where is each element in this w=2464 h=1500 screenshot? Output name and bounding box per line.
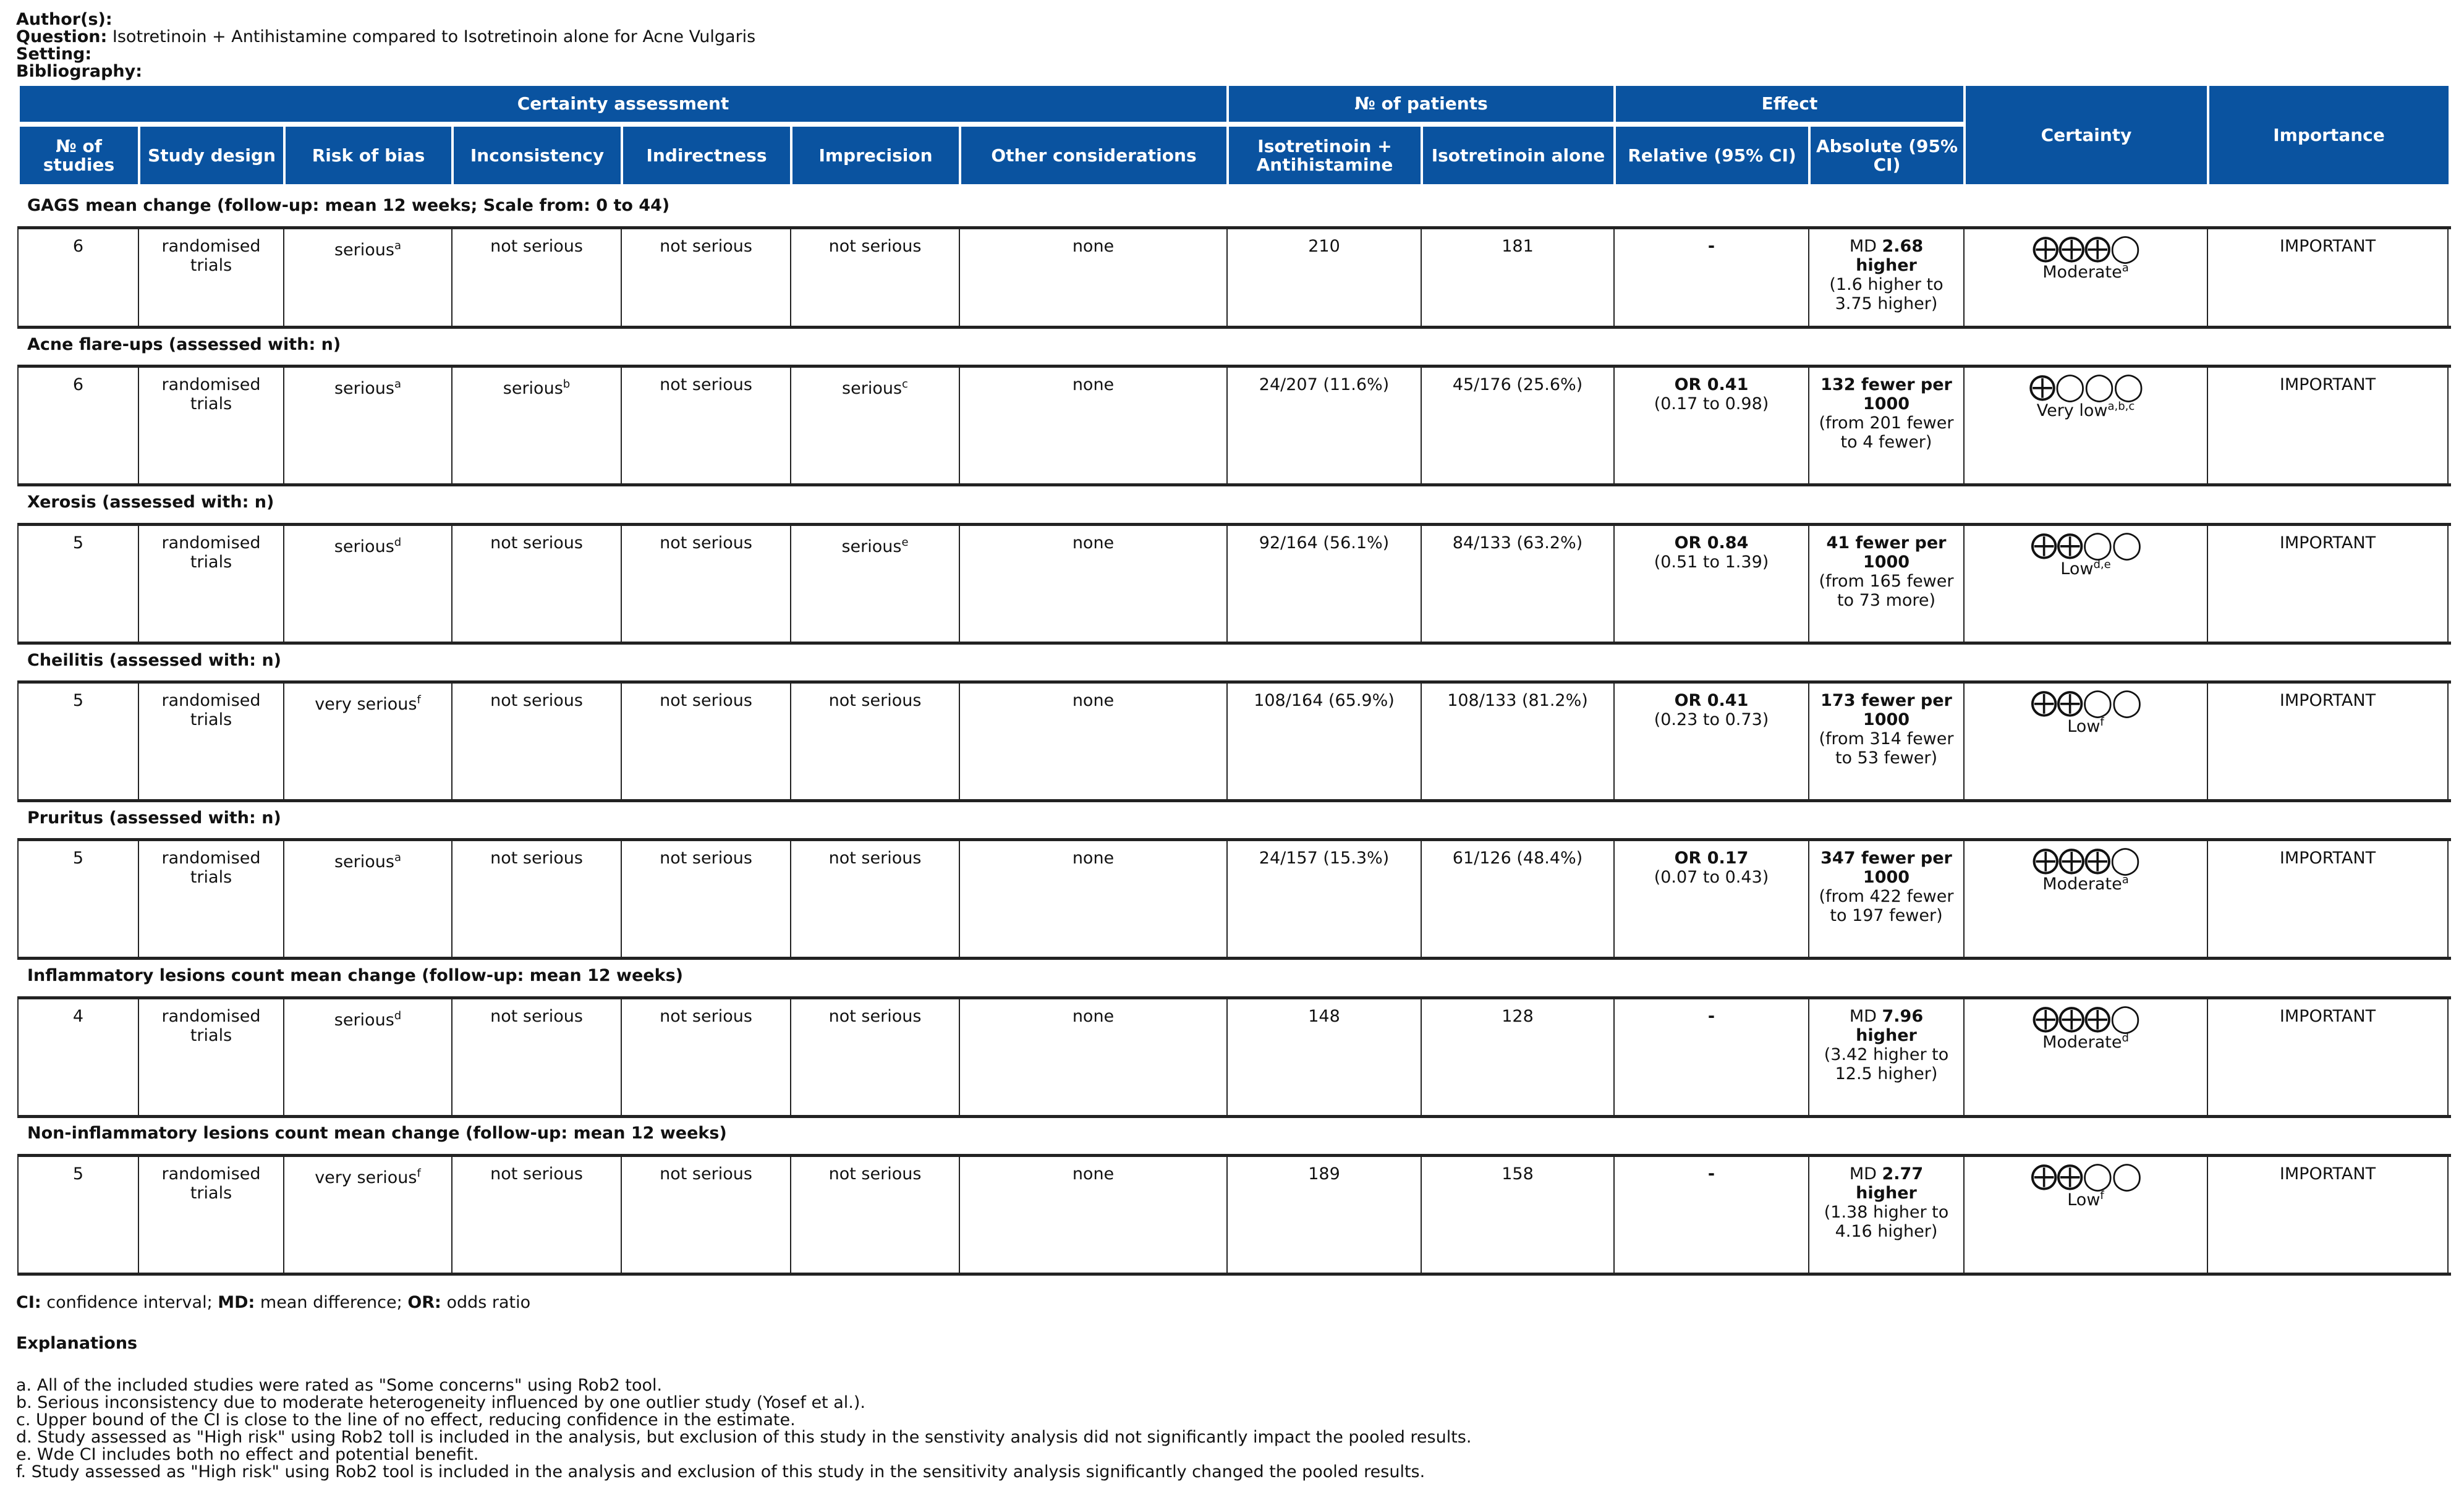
- other-considerations-value: none: [1072, 375, 1115, 394]
- question-line: Question: Isotretinoin + Antihistamine compared to Isotretinoin alone for Acne Vulgaris: [16, 27, 756, 46]
- cell-relative: [1613, 229, 1808, 326]
- absolute-prefix: MD: [1849, 1007, 1882, 1026]
- header-imprecision: Imprecision: [792, 127, 959, 184]
- cell-indirectness: [621, 1157, 790, 1273]
- study-design-value: randomised trials: [161, 237, 261, 275]
- cell-n-studies: [17, 368, 138, 483]
- cell-comparator: [1421, 368, 1613, 483]
- table-row: [17, 1154, 2451, 1276]
- n-studies-value: 6: [72, 375, 84, 394]
- header-relative: Relative (95% CI): [1616, 127, 1808, 184]
- cell-imprecision: [790, 229, 959, 326]
- other-considerations-value: none: [1072, 533, 1115, 553]
- header-group-effect: Effect: [1616, 86, 1963, 122]
- cell-intervention: [1226, 229, 1421, 326]
- intervention-patients: 189: [1308, 1164, 1340, 1184]
- cell-inconsistency: [451, 368, 621, 483]
- risk-of-bias-value: serious: [334, 240, 394, 260]
- indirectness-value: not serious: [660, 691, 752, 710]
- cell-relative: [1613, 841, 1808, 957]
- certainty-rating-icon: ⨁⨁⨁◯: [2032, 1002, 2139, 1034]
- explanation-item: c. Upper bound of the CI is close to the line of no effect, reducing confidence in the estimate.: [16, 1410, 796, 1430]
- header-risk-of-bias: Risk of bias: [286, 127, 451, 184]
- header-group-patients: № of patients: [1229, 86, 1613, 122]
- cell-study-design: [138, 684, 283, 799]
- imprecision-value: serious: [842, 379, 903, 398]
- absolute-ci: (from 201 fewer to 4 fewer): [1819, 413, 1954, 452]
- outcome-title: Acne flare-ups (assessed with: n): [27, 335, 341, 354]
- cell-other: [959, 1157, 1226, 1273]
- cell-indirectness: [621, 368, 790, 483]
- table-row: [17, 838, 2451, 960]
- cell-study-design: [138, 368, 283, 483]
- footnote-ref: d,e: [2093, 558, 2111, 571]
- cell-inconsistency: [451, 526, 621, 642]
- cell-imprecision: [790, 1157, 959, 1273]
- indirectness-value: not serious: [660, 849, 752, 868]
- intervention-patients: 24/157 (15.3%): [1259, 849, 1390, 868]
- comparator-patients: 45/176 (25.6%): [1452, 375, 1583, 394]
- inconsistency-value: not serious: [490, 849, 583, 868]
- absolute-ci: (from 314 fewer to 53 fewer): [1819, 729, 1954, 768]
- indirectness-value: not serious: [660, 1164, 752, 1184]
- risk-of-bias-value: serious: [334, 852, 394, 871]
- footnote-ref: c: [902, 378, 908, 391]
- cell-imprecision: [790, 368, 959, 483]
- cell-absolute: [1808, 1157, 1963, 1273]
- cell-study-design: [138, 999, 283, 1115]
- absolute-effect: 2.77 higher: [1856, 1164, 1924, 1203]
- cell-absolute: [1808, 526, 1963, 642]
- study-design-value: randomised trials: [161, 849, 261, 887]
- absolute-ci: (from 165 fewer to 73 more): [1819, 572, 1954, 610]
- document-meta: [16, 11, 755, 80]
- cell-inconsistency: [451, 841, 621, 957]
- cell-indirectness: [621, 229, 790, 326]
- absolute-effect: 173 fewer per 1000: [1820, 691, 1952, 729]
- absolute-ci: (1.38 higher to 4.16 higher): [1824, 1203, 1949, 1241]
- certainty-rating-icon: ⨁◯◯◯: [2029, 371, 2143, 402]
- header-certainty: Certainty: [1966, 86, 2207, 184]
- explanation-item: e. Wde CI includes both no effect and potential benefit.: [16, 1445, 479, 1464]
- cell-comparator: [1421, 841, 1613, 957]
- indirectness-value: not serious: [660, 237, 752, 256]
- cell-importance: [2207, 841, 2449, 957]
- header-group-certainty-assessment: Certainty assessment: [20, 86, 1226, 122]
- cell-other: [959, 999, 1226, 1115]
- indirectness-value: not serious: [660, 1007, 752, 1026]
- explanations-title: Explanations: [16, 1334, 138, 1353]
- footnote-ref: a: [394, 239, 401, 252]
- absolute-prefix: MD: [1849, 1164, 1882, 1184]
- explanation-item: d. Study assessed as "High risk" using Rob2 toll is included in the analysis, but exclusion of this study in the senstivity analysis did not significantly impact the pooled results.: [16, 1428, 1472, 1447]
- cell-other: [959, 229, 1226, 326]
- footnote-ref: f: [417, 693, 421, 706]
- absolute-effect: 347 fewer per 1000: [1820, 849, 1952, 887]
- cell-absolute: [1808, 999, 1963, 1115]
- cell-certainty: [1963, 229, 2207, 326]
- absolute-effect: 7.96 higher: [1856, 1007, 1924, 1045]
- inconsistency-value: not serious: [490, 1164, 583, 1184]
- outcome-title: Xerosis (assessed with: n): [27, 493, 274, 512]
- cell-intervention: [1226, 999, 1421, 1115]
- abbreviations: CI: confidence interval; MD: mean difference; OR: odds ratio: [16, 1293, 531, 1312]
- imprecision-value: serious: [841, 537, 902, 556]
- cell-intervention: [1226, 526, 1421, 642]
- certainty-rating-icon: ⨁⨁⨁◯: [2032, 844, 2139, 876]
- risk-of-bias-value: serious: [334, 537, 394, 556]
- table-row: [17, 680, 2451, 802]
- absolute-prefix: MD: [1849, 237, 1882, 256]
- relative-effect: OR 0.84: [1674, 533, 1749, 553]
- imprecision-value: not serious: [828, 1164, 922, 1184]
- relative-effect: OR 0.41: [1674, 691, 1749, 710]
- study-design-value: randomised trials: [161, 691, 261, 729]
- cell-importance: [2207, 229, 2449, 326]
- comparator-patients: 84/133 (63.2%): [1452, 533, 1583, 553]
- cell-n-studies: [17, 684, 138, 799]
- relative-ci: (0.07 to 0.43): [1654, 868, 1769, 887]
- n-studies-value: 5: [72, 849, 84, 868]
- cell-n-studies: [17, 1157, 138, 1273]
- cell-risk-of-bias: [283, 526, 451, 642]
- relative-effect: -: [1707, 1007, 1715, 1026]
- explanation-item: b. Serious inconsistency due to moderate heterogeneity influenced by one outlier study (Yosef et al.).: [16, 1393, 865, 1412]
- relative-effect: -: [1707, 1164, 1715, 1184]
- question-text: Isotretinoin + Antihistamine compared to Isotretinoin alone for Acne Vulgaris: [112, 27, 756, 46]
- author-line: Author(s):: [16, 10, 113, 29]
- table-row: [17, 996, 2451, 1118]
- other-considerations-value: none: [1072, 849, 1115, 868]
- certainty-rating-icon: ⨁⨁◯◯: [2030, 529, 2141, 561]
- cell-inconsistency: [451, 1157, 621, 1273]
- header-n-studies: № of studies: [20, 127, 138, 184]
- explanations-list: [16, 1377, 1471, 1481]
- cell-risk-of-bias: [283, 368, 451, 483]
- cell-study-design: [138, 526, 283, 642]
- cell-absolute: [1808, 841, 1963, 957]
- imprecision-value: not serious: [828, 1007, 922, 1026]
- bibliography-line: Bibliography:: [16, 62, 143, 81]
- cell-inconsistency: [451, 684, 621, 799]
- footnote-ref: d: [2122, 1032, 2129, 1044]
- footnote-ref: d: [394, 536, 402, 549]
- absolute-effect: 132 fewer per 1000: [1820, 375, 1952, 413]
- cell-imprecision: [790, 684, 959, 799]
- cell-certainty: [1963, 1157, 2207, 1273]
- comparator-patients: 181: [1502, 237, 1534, 256]
- n-studies-value: 5: [72, 533, 84, 553]
- relative-effect: OR 0.41: [1674, 375, 1749, 394]
- cell-importance: [2207, 684, 2449, 799]
- cell-relative: [1613, 368, 1808, 483]
- explanation-item: a. All of the included studies were rated as "Some concerns" using Rob2 tool.: [16, 1376, 663, 1395]
- cell-certainty: [1963, 526, 2207, 642]
- cell-risk-of-bias: [283, 229, 451, 326]
- imprecision-value: not serious: [828, 237, 922, 256]
- inconsistency-value: not serious: [490, 237, 583, 256]
- cell-certainty: [1963, 684, 2207, 799]
- outcome-title: GAGS mean change (follow-up: mean 12 weeks; Scale from: 0 to 44): [27, 196, 670, 215]
- certainty-label: Very low: [2036, 401, 2108, 420]
- footnote-ref: a,b,c: [2107, 400, 2135, 413]
- cell-comparator: [1421, 999, 1613, 1115]
- relative-effect: OR 0.17: [1674, 849, 1749, 868]
- cell-n-studies: [17, 229, 138, 326]
- intervention-patients: 24/207 (11.6%): [1259, 375, 1390, 394]
- header-indirectness: Indirectness: [623, 127, 790, 184]
- cell-relative: [1613, 1157, 1808, 1273]
- intervention-patients: 108/164 (65.9%): [1254, 691, 1395, 710]
- inconsistency-value: not serious: [490, 1007, 583, 1026]
- cell-risk-of-bias: [283, 1157, 451, 1273]
- footnote-ref: b: [563, 378, 571, 391]
- cell-n-studies: [17, 999, 138, 1115]
- header-inconsistency: Inconsistency: [454, 127, 621, 184]
- footnote-ref: a: [2122, 873, 2129, 886]
- study-design-value: randomised trials: [161, 1164, 261, 1203]
- cell-indirectness: [621, 526, 790, 642]
- cell-importance: [2207, 526, 2449, 642]
- cell-inconsistency: [451, 999, 621, 1115]
- other-considerations-value: none: [1072, 1007, 1115, 1026]
- other-considerations-value: none: [1072, 1164, 1115, 1184]
- study-design-value: randomised trials: [161, 1007, 261, 1045]
- certainty-label: Moderate: [2042, 875, 2122, 894]
- cell-importance: [2207, 368, 2449, 483]
- cell-n-studies: [17, 526, 138, 642]
- absolute-effect: 41 fewer per 1000: [1826, 533, 1947, 572]
- cell-indirectness: [621, 999, 790, 1115]
- footnote-ref: e: [901, 536, 909, 549]
- cell-comparator: [1421, 526, 1613, 642]
- importance-value: IMPORTANT: [2279, 1164, 2376, 1184]
- footnote-ref: a: [2122, 261, 2129, 274]
- inconsistency-value: not serious: [490, 533, 583, 553]
- certainty-rating-icon: ⨁⨁⨁◯: [2032, 232, 2139, 264]
- table-row: [17, 523, 2451, 645]
- intervention-patients: 92/164 (56.1%): [1259, 533, 1390, 553]
- certainty-label: Moderate: [2042, 1033, 2122, 1052]
- cell-other: [959, 684, 1226, 799]
- relative-ci: (0.17 to 0.98): [1654, 394, 1769, 413]
- cell-comparator: [1421, 684, 1613, 799]
- risk-of-bias-value: serious: [334, 379, 394, 398]
- relative-ci: (0.23 to 0.73): [1654, 710, 1769, 729]
- outcome-title: Cheilitis (assessed with: n): [27, 651, 282, 670]
- importance-value: IMPORTANT: [2279, 1007, 2376, 1026]
- intervention-patients: 210: [1308, 237, 1340, 256]
- absolute-effect: 2.68 higher: [1856, 237, 1924, 275]
- n-studies-value: 4: [72, 1007, 84, 1026]
- cell-imprecision: [790, 526, 959, 642]
- indirectness-value: not serious: [660, 375, 752, 394]
- n-studies-value: 6: [72, 237, 84, 256]
- setting-line: Setting:: [16, 44, 92, 64]
- certainty-label: Moderate: [2042, 263, 2122, 282]
- comparator-patients: 158: [1502, 1164, 1534, 1184]
- cell-other: [959, 841, 1226, 957]
- intervention-patients: 148: [1308, 1007, 1340, 1026]
- imprecision-value: not serious: [828, 849, 922, 868]
- importance-value: IMPORTANT: [2279, 849, 2376, 868]
- header-importance: Importance: [2209, 86, 2449, 184]
- cell-absolute: [1808, 229, 1963, 326]
- cell-intervention: [1226, 684, 1421, 799]
- importance-value: IMPORTANT: [2279, 237, 2376, 256]
- relative-ci: (0.51 to 1.39): [1654, 553, 1769, 572]
- indirectness-value: not serious: [660, 533, 752, 553]
- cell-n-studies: [17, 841, 138, 957]
- cell-study-design: [138, 1157, 283, 1273]
- cell-importance: [2207, 999, 2449, 1115]
- header-other: Other considerations: [961, 127, 1226, 184]
- cell-comparator: [1421, 229, 1613, 326]
- importance-value: IMPORTANT: [2279, 533, 2376, 553]
- imprecision-value: not serious: [828, 691, 922, 710]
- cell-certainty: [1963, 999, 2207, 1115]
- cell-risk-of-bias: [283, 999, 451, 1115]
- importance-value: IMPORTANT: [2279, 691, 2376, 710]
- risk-of-bias-value: serious: [334, 1011, 394, 1030]
- cell-risk-of-bias: [283, 684, 451, 799]
- cell-relative: [1613, 999, 1808, 1115]
- certainty-label: Low: [2060, 559, 2094, 578]
- footnote-ref: a: [394, 851, 401, 864]
- inconsistency-value: not serious: [490, 691, 583, 710]
- comparator-patients: 128: [1502, 1007, 1534, 1026]
- cell-relative: [1613, 526, 1808, 642]
- footnote-ref: f: [2100, 716, 2104, 729]
- table-row: [17, 365, 2451, 486]
- cell-comparator: [1421, 1157, 1613, 1273]
- other-considerations-value: none: [1072, 691, 1115, 710]
- comparator-patients: 108/133 (81.2%): [1447, 691, 1588, 710]
- outcome-title: Pruritus (assessed with: n): [27, 808, 281, 828]
- cell-imprecision: [790, 999, 959, 1115]
- cell-intervention: [1226, 368, 1421, 483]
- cell-absolute: [1808, 684, 1963, 799]
- cell-inconsistency: [451, 229, 621, 326]
- inconsistency-value: serious: [503, 379, 563, 398]
- cell-relative: [1613, 684, 1808, 799]
- header-absolute: Absolute (95% CI): [1811, 127, 1963, 184]
- cell-imprecision: [790, 841, 959, 957]
- n-studies-value: 5: [72, 691, 84, 710]
- header-comparator: Isotretinoin alone: [1423, 127, 1613, 184]
- comparator-patients: 61/126 (48.4%): [1452, 849, 1583, 868]
- absolute-ci: (from 422 fewer to 197 fewer): [1819, 887, 1954, 925]
- cell-certainty: [1963, 368, 2207, 483]
- cell-intervention: [1226, 841, 1421, 957]
- certainty-label: Low: [2067, 1190, 2101, 1210]
- cell-indirectness: [621, 841, 790, 957]
- cell-intervention: [1226, 1157, 1421, 1273]
- certainty-rating-icon: ⨁⨁◯◯: [2030, 687, 2141, 718]
- cell-study-design: [138, 841, 283, 957]
- relative-effect: -: [1707, 237, 1715, 256]
- cell-other: [959, 526, 1226, 642]
- cell-risk-of-bias: [283, 841, 451, 957]
- risk-of-bias-value: very serious: [315, 1168, 417, 1187]
- cell-indirectness: [621, 684, 790, 799]
- risk-of-bias-value: very serious: [315, 695, 417, 714]
- cell-certainty: [1963, 841, 2207, 957]
- table-row: [17, 226, 2451, 329]
- importance-value: IMPORTANT: [2279, 375, 2376, 394]
- n-studies-value: 5: [72, 1164, 84, 1184]
- footnote-ref: a: [394, 378, 401, 391]
- footnote-ref: f: [417, 1167, 421, 1180]
- cell-other: [959, 368, 1226, 483]
- other-considerations-value: none: [1072, 237, 1115, 256]
- absolute-ci: (3.42 higher to 12.5 higher): [1824, 1045, 1949, 1083]
- outcome-title: Inflammatory lesions count mean change (follow-up: mean 12 weeks): [27, 966, 683, 985]
- footnote-ref: f: [2100, 1189, 2104, 1202]
- certainty-label: Low: [2067, 717, 2101, 736]
- header-study-design: Study design: [140, 127, 283, 184]
- explanation-item: f. Study assessed as "High risk" using Rob2 tool is included in the analysis and exclusion of this study in the sensitivity analysis significantly changed the pooled results.: [16, 1462, 1425, 1481]
- cell-absolute: [1808, 368, 1963, 483]
- absolute-ci: (1.6 higher to 3.75 higher): [1829, 275, 1944, 313]
- footnote-ref: d: [394, 1009, 402, 1022]
- cell-importance: [2207, 1157, 2449, 1273]
- cell-study-design: [138, 229, 283, 326]
- certainty-rating-icon: ⨁⨁◯◯: [2030, 1160, 2141, 1192]
- study-design-value: randomised trials: [161, 375, 261, 413]
- outcome-title: Non-inflammatory lesions count mean change (follow-up: mean 12 weeks): [27, 1124, 727, 1143]
- header-intervention: Isotretinoin + Antihistamine: [1229, 127, 1421, 184]
- study-design-value: randomised trials: [161, 533, 261, 572]
